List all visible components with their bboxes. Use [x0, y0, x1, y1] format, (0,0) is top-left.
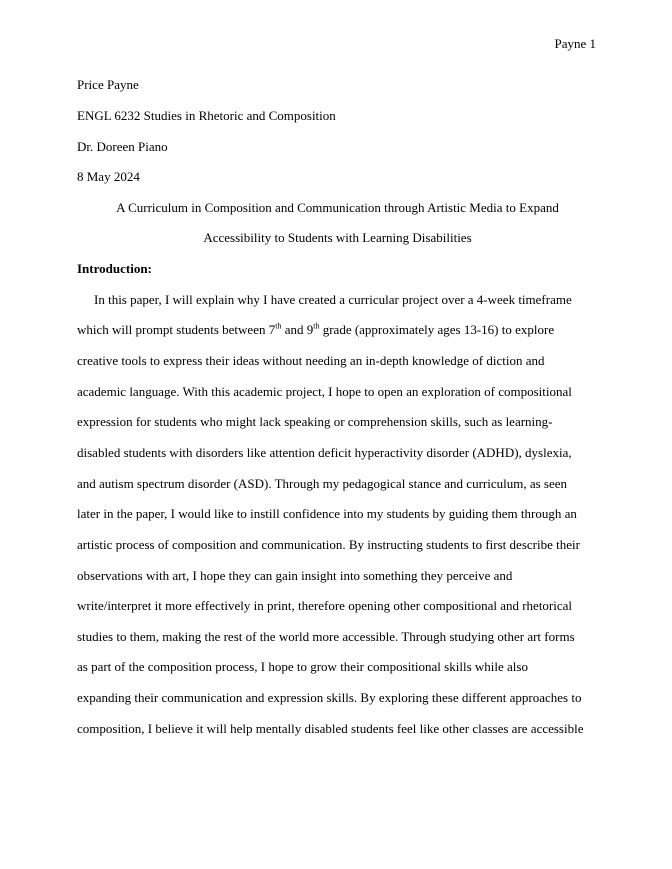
paper-title-line-2: Accessibility to Students with Learning Disabilities — [203, 230, 472, 245]
superscript: th — [313, 321, 320, 331]
body-line: composition, I believe it will help mentally disabled students feel like other classes are accessible — [77, 721, 584, 736]
body-line: later in the paper, I would like to instill confidence into my students by guiding them through an — [77, 506, 577, 521]
superscript: th — [275, 321, 282, 331]
body-line: expression for students who might lack speaking or comprehension skills, such as learning- — [77, 414, 553, 429]
body-line: and autism spectrum disorder (ASD). Through my pedagogical stance and curriculum, as seen — [77, 476, 568, 491]
body-text: which will prompt students between 7 — [77, 322, 276, 337]
body-text: grade (approximately ages 13-16) to explore — [319, 322, 555, 337]
course-name: ENGL 6232 Studies in Rhetoric and Composition — [77, 108, 336, 123]
running-head: Payne 1 — [554, 36, 596, 51]
paper-date: 8 May 2024 — [77, 169, 140, 184]
body-line: disabled students with disorders like attention deficit hyperactivity disorder (ADHD), dyslexia, — [77, 445, 572, 460]
body-line: studies to them, making the rest of the world more accessible. Through studying other art forms — [77, 629, 575, 644]
author-name: Price Payne — [77, 77, 139, 92]
body-line: In this paper, I will explain why I have created a curricular project over a 4-week timeframe — [94, 292, 572, 307]
body-line: academic language. With this academic project, I hope to open an exploration of compositional — [77, 384, 572, 399]
body-line: creative tools to express their ideas without needing an in-depth knowledge of diction and — [77, 353, 545, 368]
paper-title-line-1: A Curriculum in Composition and Communication through Artistic Media to Expand — [116, 200, 559, 215]
body-line — [77, 322, 554, 338]
instructor-name: Dr. Doreen Piano — [77, 139, 168, 154]
body-line: expanding their communication and expression skills. By exploring these different approaches to — [77, 690, 582, 705]
body-line: observations with art, I hope they can gain insight into something they perceive and — [77, 568, 513, 583]
body-line: artistic process of composition and communication. By instructing students to first describe their — [77, 537, 580, 552]
body-text: and 9 — [281, 322, 314, 337]
body-line: write/interpret it more effectively in print, therefore opening other compositional and rhetorical — [77, 598, 573, 613]
body-line: as part of the composition process, I hope to grow their compositional skills while also — [77, 659, 528, 674]
section-heading: Introduction: — [77, 261, 152, 276]
